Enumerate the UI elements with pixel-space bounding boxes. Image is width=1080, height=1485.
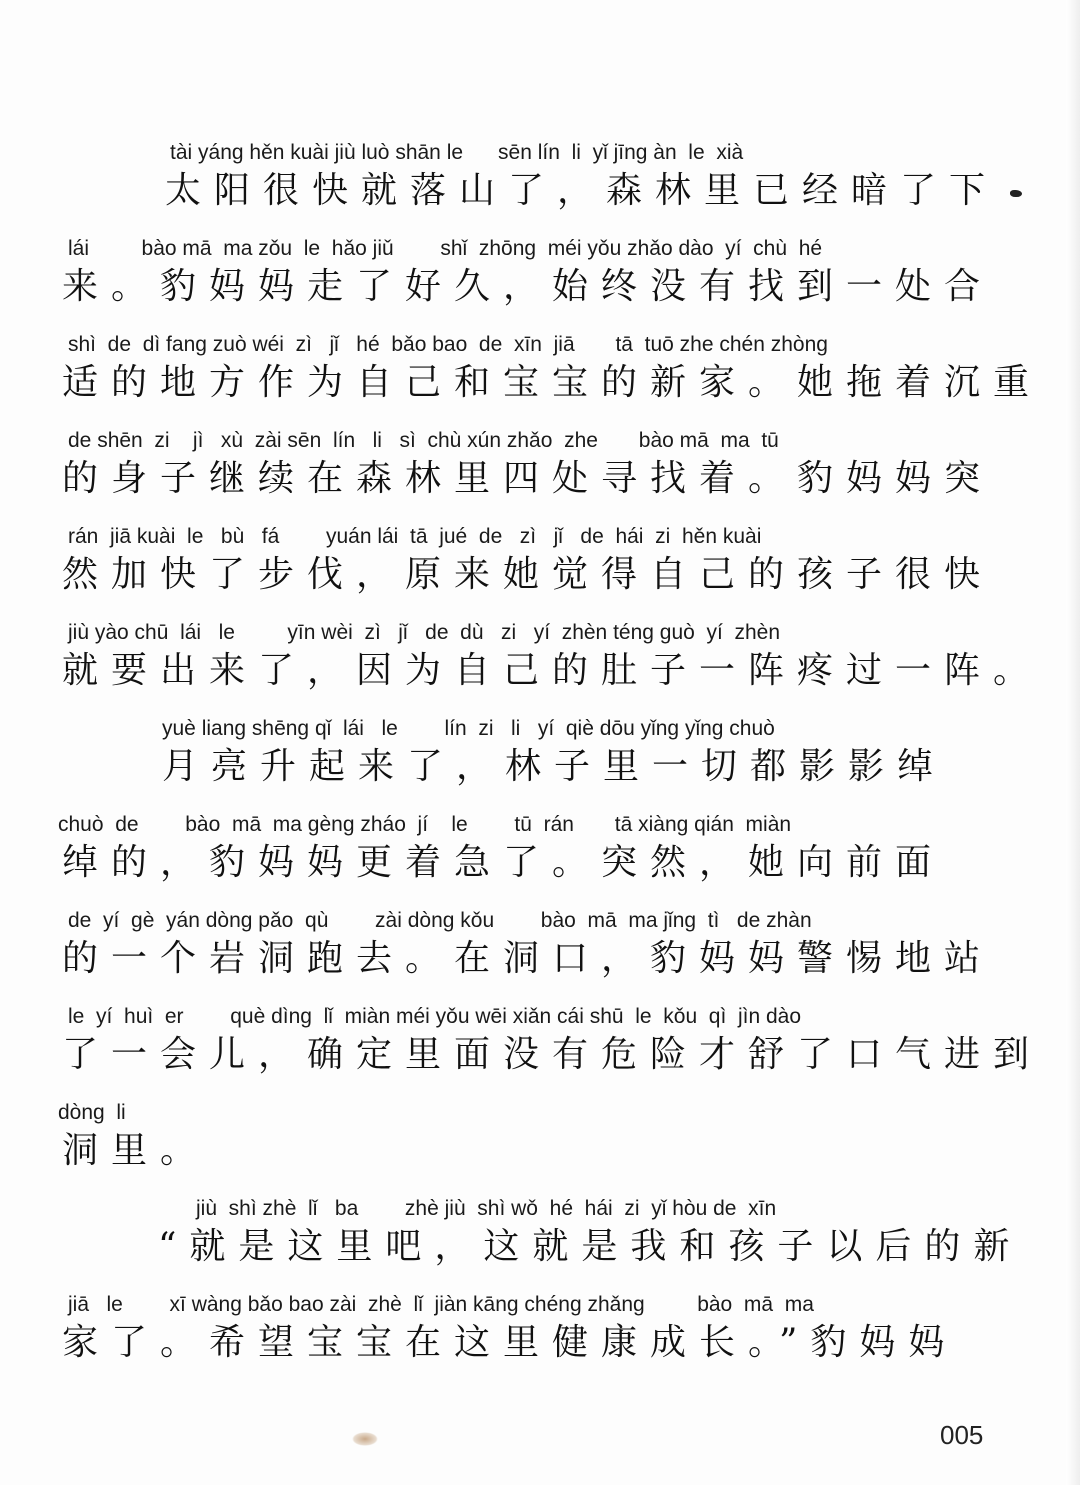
text-line (0, 714, 1080, 810)
pinyin-line: tài yáng hěn kuài jiù luò shān le sēn lín li yǐ jīng àn le xià (170, 141, 744, 164)
hanzi-line: 的一个岩洞跑去。在洞口，豹妈妈警惕地站 (62, 938, 994, 979)
pinyin-line: de yí gè yán dòng pǎo qù zài dòng kǒu bào mā ma jǐng tì de zhàn (68, 909, 812, 932)
pinyin-line: le yí huì er què dìng lǐ miàn méi yǒu wēi xiǎn cái shū le kǒu qì jìn dào (68, 1005, 802, 1028)
hanzi-line: 就要出来了，因为自己的肚子一阵疼过一阵。 (62, 650, 1043, 691)
pinyin-line: dòng li (58, 1101, 126, 1124)
text-line (0, 522, 1080, 618)
hanzi-line: 家了。希望宝宝在这里健康成长。”豹妈妈 (62, 1322, 958, 1363)
hanzi-line: 适的地方作为自己和宝宝的新家。她拖着沉重 (62, 362, 1043, 403)
text-line (0, 138, 1080, 234)
paper-speck (352, 1432, 378, 1446)
hanzi-line: 然加快了步伐，原来她觉得自己的孩子很快 (62, 554, 994, 595)
pinyin-line: yuè liang shēng qǐ lái le lín zi li yí qiè dōu yǐng yǐng chuò (162, 717, 775, 740)
text-line (0, 906, 1080, 1002)
text-line (0, 1290, 1080, 1386)
pinyin-line: lái bào mā ma zǒu le hǎo jiǔ shǐ zhōng méi yǒu zhǎo dào yí chù hé (68, 237, 823, 260)
pinyin-line: de shēn zi jì xù zài sēn lín li sì chù xún zhǎo zhe bào mā ma tū (68, 429, 779, 452)
text-line (0, 1194, 1080, 1290)
pinyin-line: chuò de bào mā ma gèng zháo jí le tū rán tā xiàng qián miàn (58, 813, 792, 836)
hanzi-line: 洞里。 (62, 1130, 210, 1171)
pinyin-line: jiā le xī wàng bǎo bao zài zhè lǐ jiàn kāng chéng zhǎng bào mā ma (68, 1293, 814, 1316)
hanzi-line: 绰的，豹妈妈更着急了。突然，她向前面 (62, 842, 945, 883)
text-line (0, 330, 1080, 426)
hanzi-line: 了一会儿，确定里面没有危险才舒了口气进到 (62, 1034, 1043, 1075)
pinyin-line: rán jiā kuài le bù fá yuán lái tā jué de zì jǐ de hái zi hěn kuài (68, 525, 762, 548)
text-line (0, 1002, 1080, 1098)
text-line (0, 426, 1080, 522)
hanzi-line: 来。豹妈妈走了好久，始终没有找到一处合 (62, 266, 994, 307)
hanzi-line: 太阳很快就落山了，森林里已经暗了下 (165, 170, 999, 211)
text-line (0, 810, 1080, 906)
hanzi-line: “就是这里吧，这就是我和孩子以后的新 (158, 1226, 1023, 1267)
text-line (0, 234, 1080, 330)
text-line (0, 1098, 1080, 1194)
pinyin-line: jiù shì zhè lǐ ba zhè jiù shì wǒ hé hái zi yǐ hòu de xīn (196, 1197, 777, 1220)
pinyin-line: jiù yào chū lái le yīn wèi zì jǐ de dù zi yí zhèn téng guò yí zhèn (68, 621, 781, 644)
hanzi-line: 月亮升起来了，林子里一切都影影绰 (162, 746, 947, 787)
text-line (0, 618, 1080, 714)
page-number: 005 (940, 1420, 984, 1450)
page-edge-shadow (1066, 0, 1080, 1485)
pinyin-line: shì de dì fang zuò wéi zì jǐ hé bǎo bao de xīn jiā tā tuō zhe chén zhòng (68, 333, 828, 356)
hanzi-line: 的身子继续在森林里四处寻找着。豹妈妈突 (62, 458, 994, 499)
